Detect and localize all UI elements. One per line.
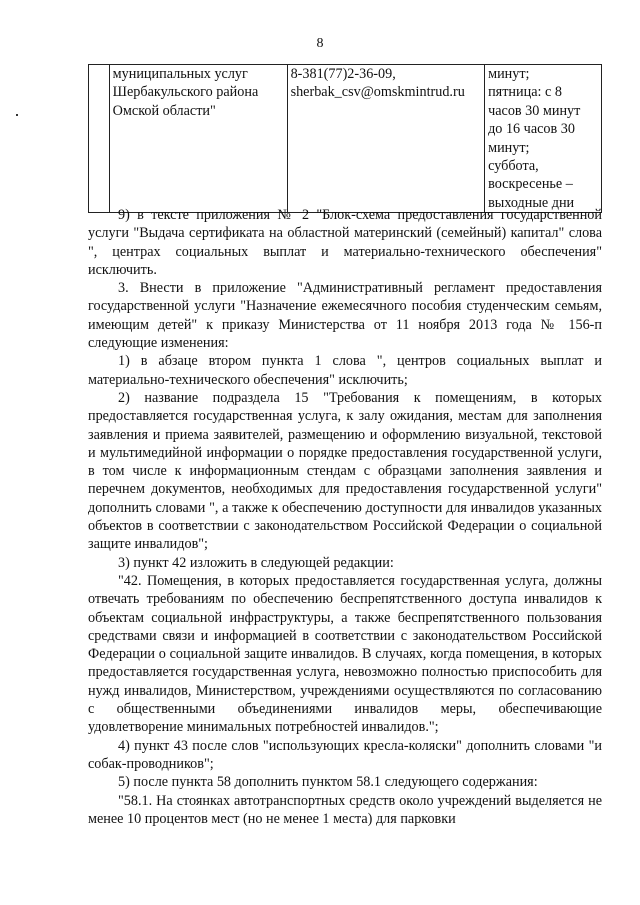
document-body — [88, 206, 602, 828]
paragraph-subitem-2: 2) название подраздела 15 "Требования к помещениям, в которых предоставляется государственная услуга, к залу ожидания, местам для заполнения заявления и приема заявителей, размещению и оформлению визуальной, текстовой и мультимедийной информации о порядке предоставления государственной услуги, в том числе к информационным стендам с образцами заполнения заявления и перечнем документов, необходимых для предоставления государственной услуги" дополнить словами ", а также к обеспечению доступности для инвалидов указанных объектов в соответствии с законодательством Российской Федерации о социальной защите инвалидов"; — [88, 389, 602, 553]
paragraph-section-3: 3. Внести в приложение "Административный регламент предоставления государственной услуги "Назначение ежемесячного пособия студенческим семьям, имеющим детей" к приказу Министерства от 11 ноября 2013 года № 156-п следующие изменения: — [88, 280, 602, 352]
table-cell-empty — [89, 65, 110, 213]
paragraph-item-9: 9) в тексте приложения № 2 "Блок-схема предоставления государственной услуги "Выдача сертификата на областной материнский (семейный) капитал" слова ", центрах социальных выплат и материально-технического обеспечения" исключить. — [88, 207, 602, 278]
table-cell-schedule: минут; пятница: с 8 часов 30 минут до 16 часов 30 минут; суббота, воскресенье – выходные дни — [485, 65, 602, 213]
table-cell-service-name: муниципальных услуг Шербакульского района Омской области" — [109, 65, 287, 213]
paragraph-point-58-1: "58.1. На стоянках автотранспортных средств около учреждений выделяется не менее 10 процентов мест (но не менее 1 места) для парковки — [88, 792, 602, 827]
paragraph-subitem-4: 4) пункт 43 после слов "использующих кресла-коляски" дополнить словами "и собак-проводников"; — [88, 737, 602, 772]
table-cell-contacts: 8-381(77)2-36-09, sherbak_csv@omskmintrud.ru — [287, 65, 485, 213]
paragraph-point-42: "42. Помещения, в которых предоставляется государственная услуга, должны отвечать требованиям по обеспечению беспрепятственного доступа инвалидов к объектам социальной инфраструктуры, а также беспрепятственного пользования средствами связи и информацией в соответствии с законодательством Российской Федерации о социальной защите инвалидов. В случаях, когда помещения, в которых предоставляется государственная услуга, невозможно полностью приспособить для нужд инвалидов, Министерством, учреждениями осуществляются по согласованию с общественными объединениями инвалидов меры, обеспечивающие удовлетворение минимальных потребностей инвалидов."; — [88, 572, 602, 736]
contacts-table — [88, 64, 602, 213]
page-number: 8 — [316, 36, 324, 51]
table-row — [89, 65, 602, 213]
paragraph-subitem-3: 3) пункт 42 изложить в следующей редакции: — [118, 554, 394, 571]
scan-speck — [16, 114, 18, 116]
paragraph-subitem-5: 5) после пункта 58 дополнить пунктом 58.1 следующего содержания: — [118, 774, 538, 791]
paragraph-subitem-1: 1) в абзаце втором пункта 1 слова ", центров социальных выплат и материально-технического обеспечения" исключить; — [88, 353, 602, 388]
